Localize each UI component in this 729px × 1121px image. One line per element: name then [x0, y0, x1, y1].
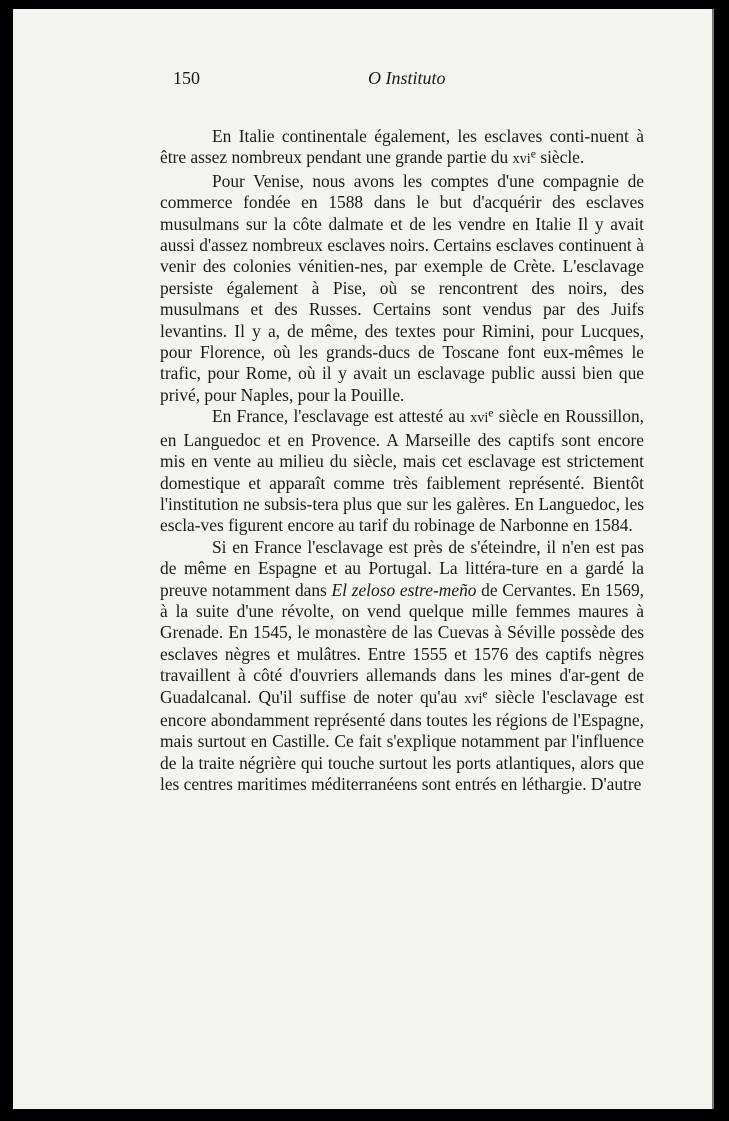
- century-numeral: xvi: [470, 410, 489, 427]
- body-text: [160, 126, 644, 796]
- text-run: siècle l'esclavage est encore abondamment représenté dans toutes les régions de l'Espagne, mais surtout en Castille. Ce fait s'explique notamment par l'influence de la traite négrière qui touche surtout les ports atlantiques, alors que les centres maritimes méditerranéens sont entrés en léthargie. D'autre: [160, 686, 644, 795]
- text-run: En Italie continentale également, les esclaves conti-nuent à être assez nombreux pendant une grande partie du: [160, 126, 644, 168]
- century-numeral: xvi: [464, 690, 483, 707]
- superscript: e: [482, 685, 488, 700]
- paragraph-france: [160, 406, 644, 536]
- text-run: siècle en Roussillon, en Languedoc et en Provence. A Marseille des captifs sont encore mis en vente au milieu du siècle, mais cet esclavage est strictement domestique et apparaît comme très faiblement représenté. Bientôt l'institution ne subsis-tera plus que sur les galères. En Languedoc, les escla-ves figurent encore au tarif du robinage de Narbonne en 1584.: [160, 406, 644, 536]
- superscript: e: [530, 146, 536, 161]
- page-number: 150: [173, 68, 200, 88]
- running-title: O Instituto: [368, 68, 446, 88]
- page-header: [160, 68, 650, 92]
- text-run: de Cervantes. En 1569, à la suite d'une révolte, on vend quelque mille femmes maures à Grenade. En 1545, le monastère de las Cuevas à Séville possède des esclaves nègres et mulâtres. Entre 1555 et 1576 des captifs nègres travaillent à côté d'ouvriers allemands dans les mines d'ar-gent de Guadalcanal. Qu'il suffise de noter qu'au: [160, 579, 645, 707]
- century-numeral: xvi: [512, 151, 531, 168]
- text-run: Si en France l'esclavage est près de s'éteindre, il n'en est pas de même en Espagne et au Portugal. La littéra-ture en a gardé la preuve notamment dans: [160, 536, 644, 600]
- paragraph-espagne: [160, 537, 644, 796]
- superscript: e: [488, 405, 494, 420]
- book-title: El zeloso estre-meño: [331, 579, 477, 600]
- text-run: En France, l'esclavage est attesté au: [212, 406, 471, 427]
- paragraph-italy: [160, 126, 644, 171]
- paragraph-venise: Pour Venise, nous avons les comptes d'une compagnie de commerce fondée en 1588 dans le but d'acquérir des esclaves musulmans sur la côte dalmate et de les vendre en Italie Il y avait aussi d'assez nombreux esclaves noirs. Certains esclaves continuent à venir des colonies vénitien-nes, par exemple de Crète. L'esclavage persiste également à Pise, où se rencontrent des noirs, des musulmans et des Russes. Certains sont vendus par des Juifs levantins. Il y a, de même, des textes pour Rimini, pour Lucques, pour Florence, où les grands-ducs de Toscane font eux-mêmes le trafic, pour Rome, où il y avait un esclavage public aussi bien que privé, pour Naples, pour la Pouille.: [160, 170, 644, 405]
- text-run: siècle.: [535, 147, 585, 168]
